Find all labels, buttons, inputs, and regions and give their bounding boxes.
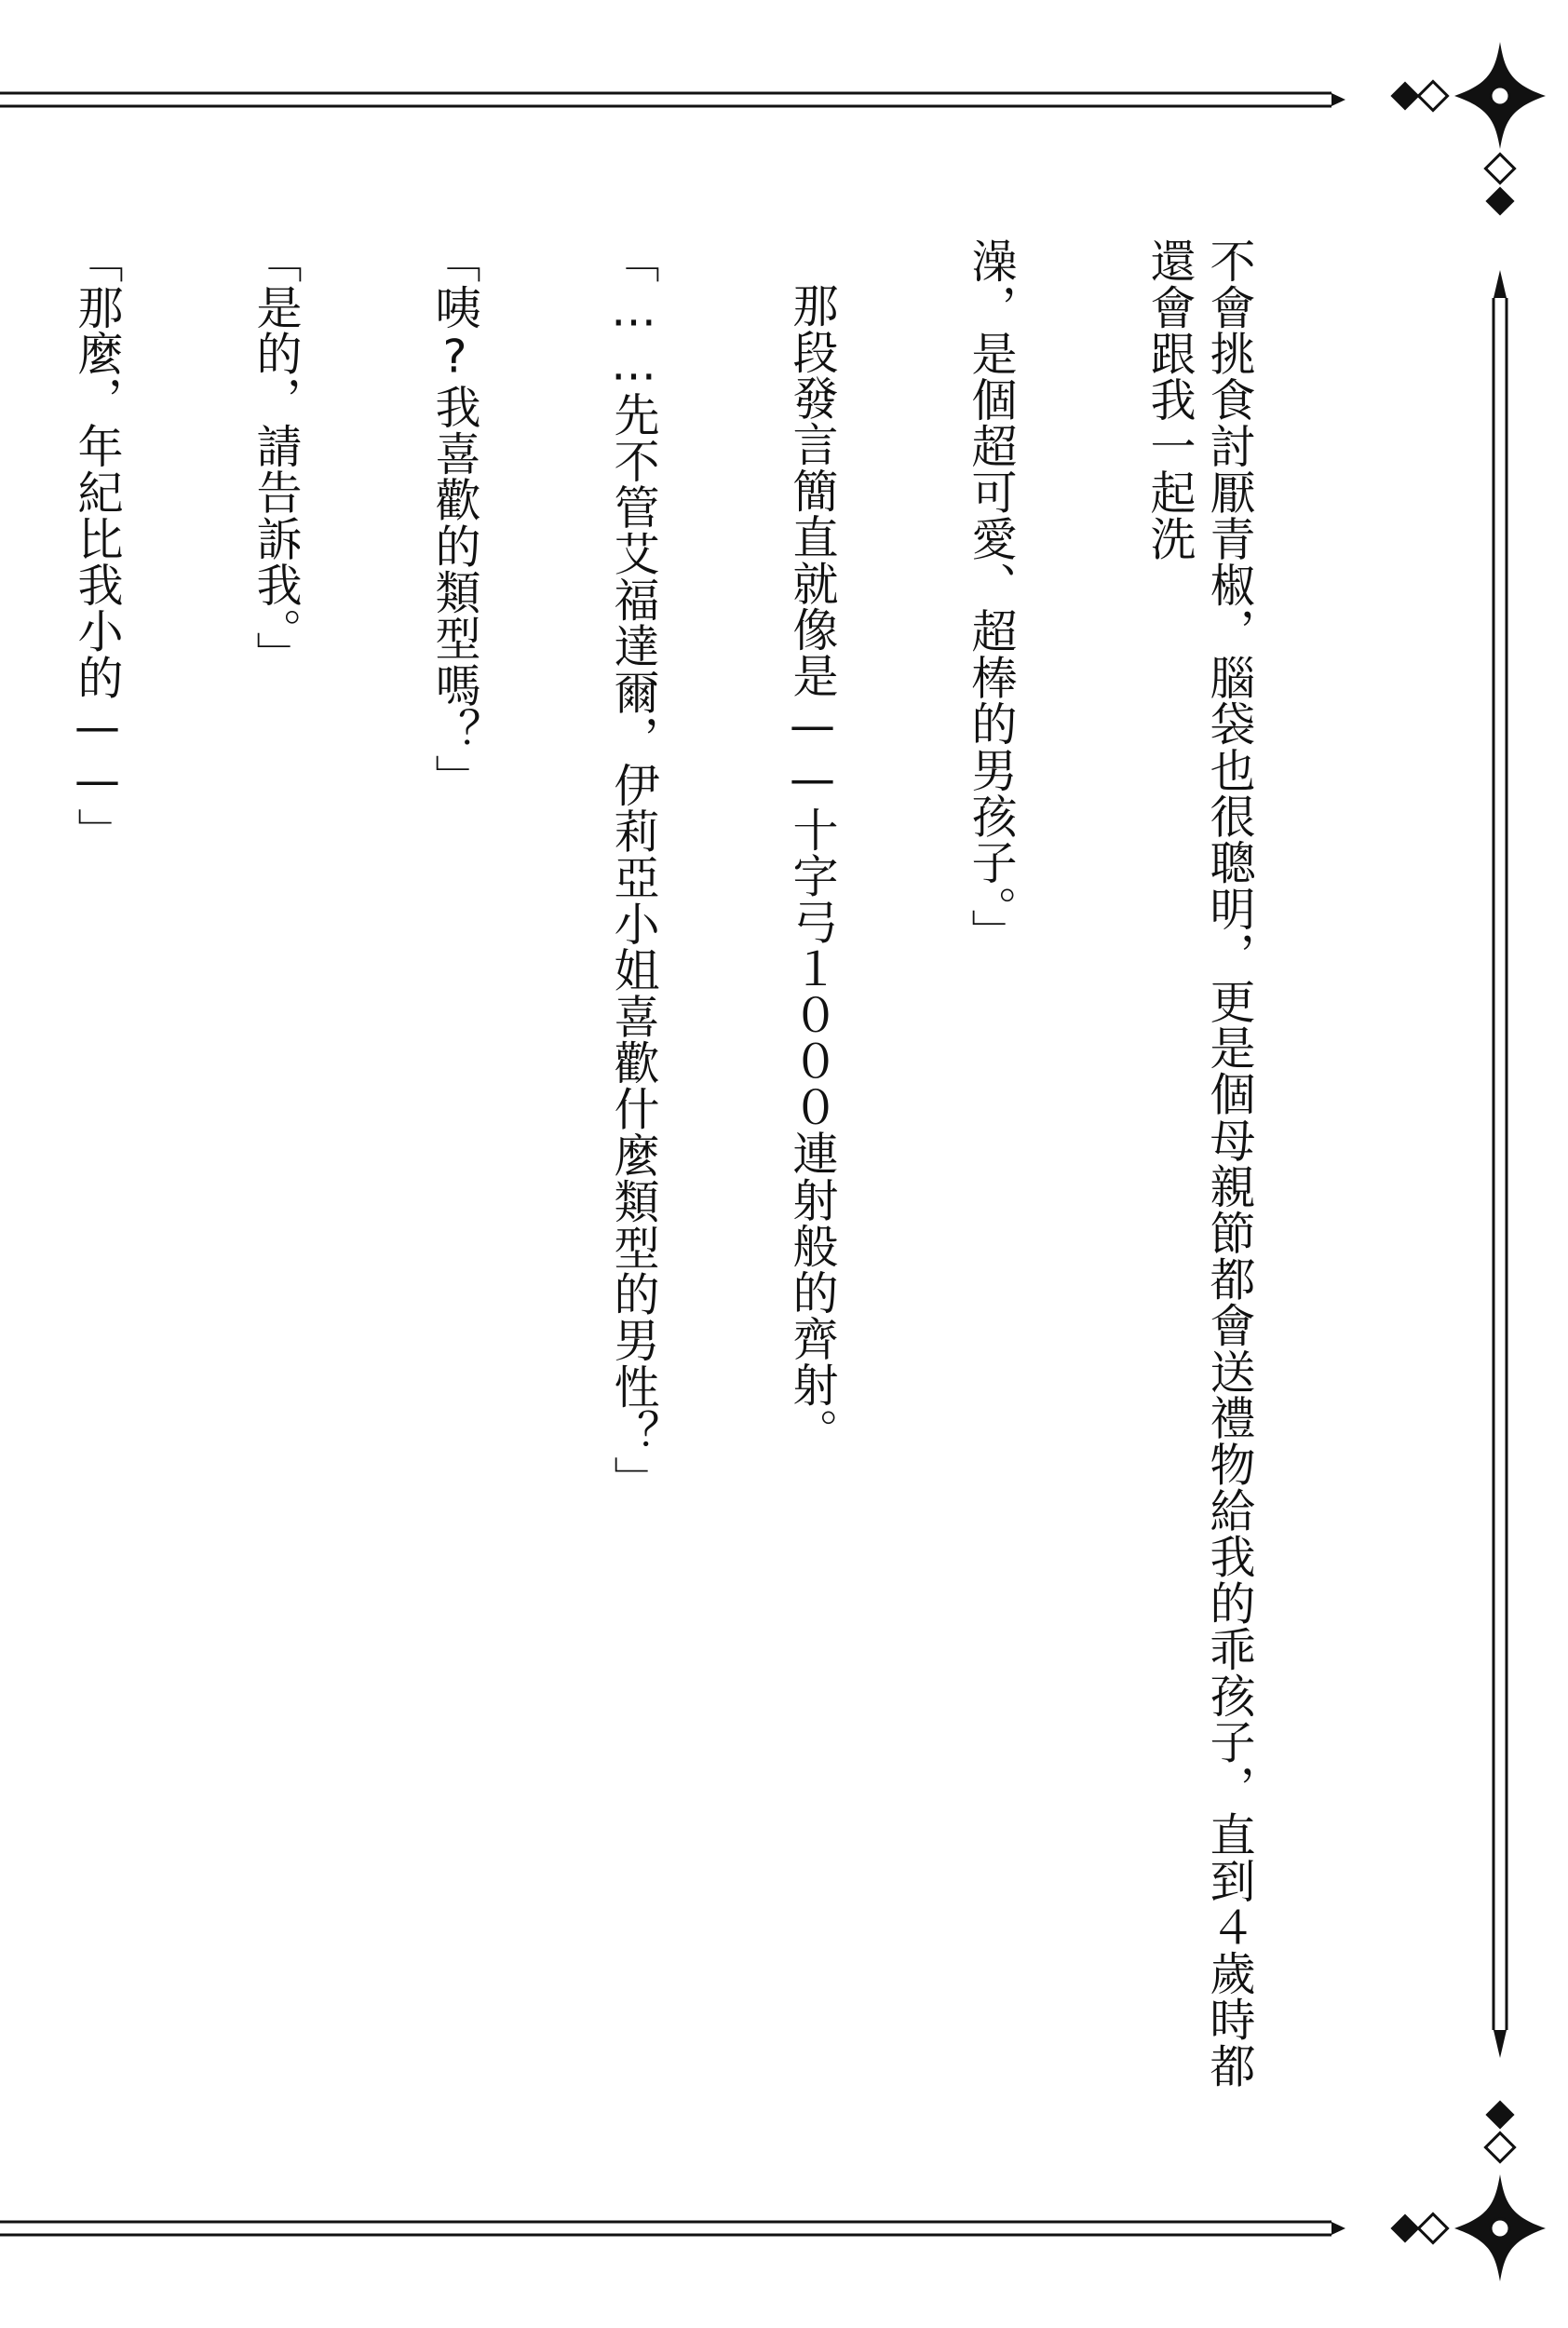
vertical-text-body — [71, 237, 1378, 2091]
text-line-4: 「……先不管艾福達爾，伊莉亞小姐喜歡什麼類型的男性？」 — [607, 237, 660, 1502]
top-rule — [0, 93, 1345, 106]
bottom-rule — [0, 2222, 1345, 2235]
text-line-2: 澡，是個超可愛、超棒的男孩子。」 — [965, 237, 1018, 955]
right-rule — [1494, 270, 1507, 2058]
bottom-right-ornament — [1390, 2100, 1546, 2281]
text-line-5: 「咦?我喜歡的類型嗎？」 — [428, 237, 481, 801]
text-line-6: 「是的，請告訴我。」 — [250, 237, 303, 678]
text-line-7: 「那麼，年紀比我小的——」 — [71, 237, 124, 855]
top-right-ornament — [1390, 42, 1546, 216]
text-line-3: 那段發言簡直就像是——十字弓１０００連射般的齊射。 — [786, 282, 839, 1455]
text-line-1: 不會挑食討厭青椒，腦袋也很聰明，更是個母親節都會送禮物給我的乖孩子，直到４歲時都還會跟我一起洗 — [1143, 237, 1256, 2089]
